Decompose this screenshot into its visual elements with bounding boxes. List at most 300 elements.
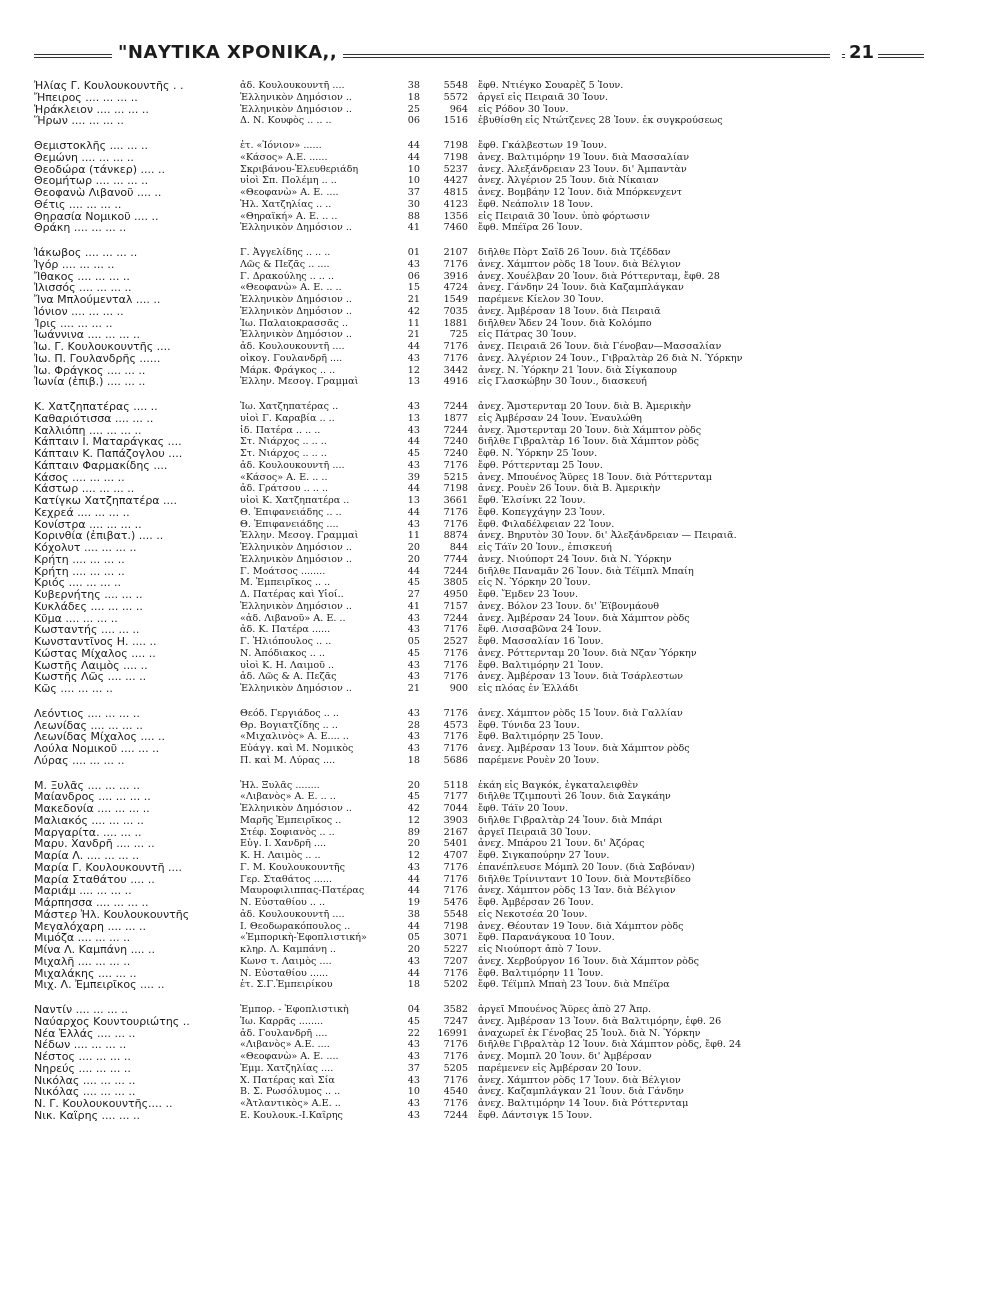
ship-row (34, 956, 924, 968)
register-number: 43 (407, 659, 420, 671)
owner: ἐτ. Σ.Γ.Ἐμπειρίκου (240, 979, 333, 991)
ship-name: Μακεδονία .... ... ... .. (34, 803, 150, 815)
tonnage: 5237 (443, 163, 468, 175)
position-note: εἰς Ἀμβέρσαν 24 Ἰουν. Ἐναυλώθη (478, 412, 642, 424)
position-note: ἔφθ. Ἑλσίνκι 22 Ἰουν. (478, 495, 586, 506)
position-note: ἐβυθίσθη εἰς Ντώτζενες 28 Ἰουν. ἐκ συγκρούσεως (478, 115, 723, 127)
ship-row (34, 152, 924, 164)
owner: Στ. Νιάρχος .. .. .. (240, 448, 327, 459)
ship-row (34, 979, 924, 991)
ship-row (34, 175, 924, 187)
owner: ἰδ. Πατέρα .. .. .. (240, 424, 321, 436)
position-note: ἀνεχ. Χάμπτον ρὸδς 17 Ἰουν. διὰ Βέλγιον (478, 1074, 681, 1086)
position-note: ἀνεχ. Ν. Ὑόρκην 21 Ἰουν. διὰ Σίγκαπουρ (478, 364, 678, 376)
ship-row (34, 885, 924, 897)
owner: Ν. Εὐσταθίου ...... (240, 967, 329, 979)
ship-name: Μιμόζα .... ... ... .. (34, 932, 131, 944)
owner: Ἑλληνικὸν Δημόσιον .. (240, 103, 352, 115)
ship-row (34, 530, 924, 542)
register-number: 10 (407, 175, 420, 187)
owner: ἀδ. Κουλουκουντῆ .... (240, 459, 345, 471)
tonnage: 7198 (443, 920, 468, 932)
register-number: 45 (407, 1015, 420, 1027)
register-number: 44 (407, 565, 420, 577)
ship-positions-table (34, 80, 924, 1135)
tonnage: 7744 (443, 553, 468, 565)
tonnage: 4707 (443, 850, 468, 861)
ship-row (34, 1063, 924, 1075)
tonnage: 900 (449, 683, 468, 694)
register-number: 18 (407, 91, 420, 103)
tonnage: 1549 (443, 294, 468, 305)
tonnage: 7176 (443, 352, 468, 364)
register-number: 15 (407, 282, 420, 294)
ship-group (34, 708, 924, 767)
owner: «Θηραϊκή» Α. Ε. .. .. (240, 210, 338, 222)
ship-name: Νικόλας .... ... ... .. (34, 1074, 136, 1087)
position-note: ἀνεχ. Μομπλ 20 Ἰουν. δι' Ἀμβέρσαν (478, 1051, 652, 1062)
ship-row (34, 554, 924, 566)
ship-group (34, 401, 924, 695)
register-number: 38 (407, 908, 420, 920)
page-header (34, 42, 924, 64)
ship-name: Κάσος .... ... ... .. (34, 471, 125, 484)
ship-row (34, 282, 924, 294)
tonnage: 1881 (443, 317, 468, 329)
owner: Κωνσ τ. Λαιμὸς .... (240, 955, 332, 967)
ship-row (34, 648, 924, 660)
register-number: 18 (407, 754, 420, 766)
ship-row (34, 306, 924, 318)
tonnage: 7198 (443, 483, 468, 495)
owner: Π. καὶ Μ. Λύρας .... (240, 754, 336, 766)
ship-row (34, 1110, 924, 1122)
tonnage: 1877 (443, 412, 468, 424)
tonnage: 7035 (443, 305, 468, 317)
ship-row (34, 932, 924, 944)
ship-row (34, 222, 924, 234)
owner: Ἑλληνικὸν Δημόσιον .. (240, 683, 352, 694)
ship-name: Κορινθία (ἐπιβατ.) .... .. (34, 530, 164, 542)
ship-name: Θεμιστοκλῆς .... ... .. (34, 140, 149, 152)
position-note: διῆλθε Γιβραλτὰρ 12 Ἰουν. διὰ Χάμπτον ρὸδς, ἔφθ. 24 (478, 1039, 742, 1051)
position-note: ἔφθ. Μασσαλίαν 16 Ἰουν. (478, 636, 604, 647)
tonnage: 7247 (443, 1015, 468, 1027)
ship-row (34, 731, 924, 743)
register-number: 12 (407, 364, 420, 376)
position-note: ἀνεχ. Μπουένος Ἄϋρες 18 Ἰουν. διὰ Ρόττερνταμ (478, 471, 713, 483)
ship-name: Ἰω. Φράγκος .... ... .. (34, 364, 146, 377)
tonnage: 7157 (443, 600, 468, 612)
owner: κληρ. Λ. Καμπάνη .. (240, 944, 336, 955)
register-number: 43 (407, 861, 420, 873)
owner: «ἀδ. Λιβανοῦ» Α. Ε. .. (240, 612, 346, 624)
tonnage: 7176 (443, 506, 468, 518)
ship-name: Λύρας .... ... ... .. (34, 754, 125, 767)
position-note: ἀνεχ. Χάμπτον ρὸδς 15 Ἰουν. διὰ Γαλλίαν (478, 707, 683, 719)
owner: Κ. Η. Λαιμὸς .. .. (240, 850, 321, 861)
ship-name: Ἴθακος .... ... ... .. (34, 270, 130, 283)
ship-group (34, 1004, 924, 1122)
ship-row (34, 140, 924, 152)
owner: Θεόδ. Γεργιάδος .. .. (240, 707, 339, 719)
ship-row (34, 80, 924, 92)
ship-row (34, 1039, 924, 1051)
ship-row (34, 660, 924, 672)
owner: ἀδ. Γράτσου .. .. .. (240, 483, 329, 495)
ship-name: Κρήτη .... ... ... .. (34, 553, 125, 566)
ship-name: Νηρεύς .... ... ... .. (34, 1062, 131, 1075)
owner: Ε. Κουλουκ.-Ι.Καΐρης (240, 1109, 343, 1121)
ship-name: Μίνα Λ. Καμπάνη .... .. (34, 944, 156, 956)
owner: Ἑλληνικὸν Δημόσιον .. (240, 329, 352, 341)
owner: «Ἐμπορικὴ-Ἐφοπλιστική» (240, 932, 367, 944)
ship-name: Κωσταντής .... ... .. (34, 624, 140, 636)
tonnage: 7198 (443, 140, 468, 151)
owner: Ἰω. Χατζηπατέρας .. (240, 401, 339, 412)
ship-row (34, 413, 924, 425)
position-note: διῆλθε Πὸρτ Σαΐδ 26 Ἰουν. διὰ Τζέδδαν (478, 247, 671, 258)
tonnage: 16991 (437, 1027, 468, 1039)
ship-name: Λεωνίδας .... ... ... .. (34, 719, 143, 732)
ship-name: Μαρία Σταθάτου .... .. (34, 873, 155, 886)
register-number: 37 (407, 1062, 420, 1074)
ship-row (34, 247, 924, 259)
ship-row (34, 708, 924, 720)
owner: Θρ. Βογιατζίδης .. .. (240, 719, 338, 731)
header-rule-left (34, 54, 110, 58)
ship-row (34, 577, 924, 589)
ship-row (34, 460, 924, 472)
position-note: ἀνεχ. Θέουταν 19 Ἰουν. διὰ Χάμπτον ρὸδς (478, 920, 684, 932)
tonnage: 7460 (443, 222, 468, 234)
ship-name: Μεγαλόχαρη .... ... .. (34, 920, 146, 933)
tonnage: 7244 (443, 424, 468, 436)
ship-name: Καλλιόπη .... ... ... .. (34, 424, 142, 437)
owner: Γ. Μοάτσος ........ (240, 565, 326, 577)
position-note: ἔφθ. Νεάπολιν 18 Ἰουν. (478, 198, 594, 210)
position-note: ἔφθ. Ἀμβέρσαν 26 Ἰουν. (478, 897, 594, 908)
position-note: ἔφθ. Βαλτιμόρην 11 Ἰουν. (478, 967, 604, 979)
owner: υἱοὶ Κ. Η. Λαιμοῦ .. (240, 659, 335, 671)
ship-name: Θηρασία Νομικοῦ .... .. (34, 210, 159, 223)
position-note: ἀνεχ. Ρόττερνταμ 20 Ἰουν. διὰ Νζαν Ὑόρκην (478, 647, 697, 659)
tonnage: 2527 (443, 636, 468, 647)
register-number: 11 (407, 317, 420, 329)
ship-name: Ἰόνιον .... ... ... .. (34, 305, 124, 318)
owner: Ἑλλην. Μεσογ. Γραμμαὶ (240, 376, 359, 388)
tonnage: 7176 (443, 459, 468, 471)
owner: Γερ. Σταθάτος ...... (240, 873, 332, 885)
ship-group (34, 80, 924, 127)
tonnage: 7244 (443, 612, 468, 624)
owner: «Λιβανὸς» Α. Ε. .. .. (240, 791, 336, 803)
register-number: 43 (407, 352, 420, 364)
position-note: ἔφθ. Βαλτιμόρην 25 Ἰουν. (478, 731, 604, 743)
register-number: 43 (407, 1109, 420, 1121)
tonnage: 7176 (443, 1098, 468, 1109)
position-note: ἀνεχ. Ἄμστερνταμ 20 Ἰουν. διὰ Χάμπτον ρὸδς (478, 424, 702, 436)
position-note: διῆλθε Τζιμπουτὶ 26 Ἰουν. διὰ Σαγκάην (478, 791, 671, 803)
ship-name: Μιχαλῆ .... ... ... .. (34, 955, 131, 968)
ship-name: Κάπταιν Ι. Ματαράγκας .... (34, 436, 182, 448)
ship-name: Ἰωνία (ἐπιβ.) .... ... .. (34, 376, 146, 388)
ship-name: Θεμώνη .... ... ... .. (34, 151, 134, 164)
tonnage: 3071 (443, 932, 468, 944)
owner: Γ. Ἀγγελίδης .. .. .. (240, 247, 331, 258)
owner: «Ἀτλαντικὸς» Α.Ε. .. (240, 1098, 341, 1109)
tonnage: 2167 (443, 826, 468, 838)
position-note: εἰς Πάτρας 30 Ἰουν. (478, 329, 577, 341)
ship-name: Κυβερνήτης .... ... .. (34, 589, 143, 601)
ship-name: Νέδων .... ... ... .. (34, 1039, 127, 1051)
owner: Στ. Νιάρχος .. .. .. (240, 436, 327, 448)
tonnage: 844 (449, 542, 468, 553)
register-number: 21 (407, 329, 420, 341)
ship-row (34, 448, 924, 460)
owner: Ν. Εὐσταθίου .. .. (240, 897, 326, 908)
tonnage: 5686 (443, 754, 468, 766)
tonnage: 7240 (443, 448, 468, 459)
owner: «Θεοφανὼ» Α. Ε. .... (240, 187, 339, 198)
position-note: παρέμενε Ρουὲν 20 Ἰουν. (478, 754, 600, 766)
tonnage: 5118 (443, 779, 468, 791)
owner: Γ. Ἡλιόπουλος .. .. (240, 636, 332, 647)
ship-name: Κάστωρ .... ... ... .. (34, 483, 135, 495)
magazine-title: "ΝΑΥΤΙΚΑ ΧΡΟΝΙΚΑ,, (112, 42, 343, 63)
tonnage: 7176 (443, 873, 468, 885)
tonnage: 7176 (443, 743, 468, 754)
tonnage: 7176 (443, 624, 468, 636)
position-note: ἔφθ. Τύνιδα 23 Ἰουν. (478, 719, 580, 731)
position-note: ἔφθ. Ρόττερνταμ 25 Ἰουν. (478, 459, 603, 471)
position-note: ἀνεχ. Ἀμβέρσαν 13 Ἰουν. διὰ Τσάρλεστων (478, 671, 683, 683)
ship-row (34, 720, 924, 732)
ship-name: Κωστῆς Λῶς .... ... .. (34, 671, 147, 683)
register-number: 44 (407, 967, 420, 979)
position-note: διῆλθε Τρίνινταντ 10 Ἰουν. διὰ Μοντεβίδεο (478, 873, 691, 885)
owner: «Κάσος» Α.Ε. ...... (240, 151, 328, 163)
position-note: ἀνεχ. Βηρυτὸν 30 Ἰουν. δι' Ἀλεξάνδρειαν — Πειραιᾶ. (478, 530, 737, 542)
tonnage: 7176 (443, 341, 468, 352)
ship-name: Κατίγκω Χατζηπατέρα .... (34, 495, 178, 507)
tonnage: 2107 (443, 247, 468, 258)
ship-row (34, 519, 924, 531)
owner: Ἠλ. Χατζηλίας .. .. (240, 198, 332, 210)
register-number: 21 (407, 683, 420, 694)
position-note: ἀνεχ. Χάμπτον ρὸδς 13 Ἰαν. διὰ Βέλγιον (478, 885, 676, 897)
owner: Γ. Δρακούλης .. .. .. (240, 270, 335, 282)
register-number: 13 (407, 412, 420, 424)
ship-row (34, 425, 924, 437)
ship-name: Θεομήτωρ .... ... ... .. (34, 175, 149, 187)
ship-row (34, 636, 924, 648)
ship-row (34, 897, 924, 909)
register-number: 37 (407, 187, 420, 198)
tonnage: 3805 (443, 577, 468, 589)
register-number: 25 (407, 103, 420, 115)
ship-row (34, 613, 924, 625)
register-number: 44 (407, 436, 420, 448)
register-number: 89 (407, 826, 420, 838)
ship-name: Ἤπειρος .... ... ... .. (34, 91, 138, 104)
register-number: 43 (407, 424, 420, 436)
position-note: ἀνεχ. Ἀλγέριον 25 Ἰουν. διὰ Νίκαιαν (478, 175, 659, 187)
register-number: 20 (407, 553, 420, 565)
register-number: 06 (407, 115, 420, 127)
position-note: ἀνεχ. Νιούπορτ 24 Ἰουν. διὰ Ν. Ὑόρκην (478, 553, 672, 565)
register-number: 44 (407, 341, 420, 352)
ship-row (34, 1051, 924, 1063)
ship-row (34, 472, 924, 484)
register-number: 12 (407, 850, 420, 861)
tonnage: 8874 (443, 530, 468, 542)
tonnage: 5227 (443, 944, 468, 955)
owner: Εὐγ. Ι. Χανδρῆ .... (240, 838, 327, 850)
tonnage: 7176 (443, 967, 468, 979)
register-number: 38 (407, 80, 420, 91)
ship-row (34, 92, 924, 104)
tonnage: 5401 (443, 838, 468, 850)
ship-name: Ναύαρχος Κουντουριώτης .. (34, 1015, 190, 1028)
ship-name: Ἴνα Μπλούμενταλ .... .. (34, 294, 161, 306)
register-number: 43 (407, 1074, 420, 1086)
ship-name: Ἶρις .... ... ... .. (34, 317, 113, 330)
register-number: 05 (407, 636, 420, 647)
owner: ἐτ. «Ἰόνιον» ...... (240, 140, 322, 151)
ship-name: Μάστερ Ἠλ. Κουλουκουντῆς (34, 908, 190, 921)
position-note: ἀνεχ. Ἀμβέρσαν 18 Ἰουν. διὰ Πειραιᾶ (478, 305, 661, 317)
owner: οἰκογ. Γουλανδρῆ .... (240, 352, 343, 364)
position-note: ἀργεῖ Πειραιᾶ 30 Ἰουν. (478, 826, 591, 838)
register-number: 04 (407, 1004, 420, 1015)
ship-name: Μιχαλάκης .... ... .. (34, 967, 137, 980)
ship-name: Κώστας Μίχαλος .... .. (34, 647, 156, 660)
register-number: 11 (407, 530, 420, 542)
owner: Β. Σ. Ρωσόλυμος .. .. (240, 1086, 341, 1098)
ship-row (34, 483, 924, 495)
owner: Ἑλληνικὸν Δημόσιον .. (240, 600, 352, 612)
position-note: εἰς Τάϊν 20 Ἰουν., ἐπισκευή (478, 542, 612, 553)
ship-name: Μαρία Γ. Κουλουκουντῆ .... (34, 861, 183, 874)
register-number: 30 (407, 198, 420, 210)
position-note: ἀνεχ. Καζαμπλάγκαν 21 Ἰουν. διὰ Γάνδην (478, 1086, 684, 1098)
register-number: 01 (407, 247, 420, 258)
ship-row (34, 341, 924, 353)
owner: ἀδ. Γουλανδρῆ .... (240, 1027, 328, 1039)
owner: Δ. Ν. Κουφὸς .. .. .. (240, 115, 332, 127)
tonnage: 7176 (443, 258, 468, 270)
owner: Ἑλληνικὸν Δημόσιον .. (240, 803, 352, 814)
ship-row (34, 944, 924, 956)
ship-row (34, 365, 924, 377)
ship-name: Μαργαρίτα. .... ... .. (34, 826, 142, 839)
register-number: 20 (407, 542, 420, 553)
position-note: διῆλθεν Ἄδεν 24 Ἰουν. διὰ Κολόμπο (478, 317, 652, 329)
owner: Μάρκ. Φράγκος .. .. (240, 364, 336, 376)
register-number: 43 (407, 459, 420, 471)
register-number: 22 (407, 1027, 420, 1039)
ship-name: Θεοδώρα (τάνκερ) .... .. (34, 163, 165, 176)
tonnage: 7176 (443, 647, 468, 659)
ship-row (34, 683, 924, 695)
ship-name: Θέτις .... ... ... .. (34, 198, 122, 211)
owner: ἀδ. Κουλουκουντῆ .... (240, 908, 345, 920)
ship-name: Κονίστρα .... ... ... .. (34, 518, 142, 531)
position-note: ἀνεχ. Ἀλεξάνδρειαν 23 Ἰουν. δι' Ἀμπαντὰν (478, 163, 687, 175)
ship-row (34, 803, 924, 815)
tonnage: 3442 (443, 364, 468, 376)
ship-name: Λεωνίδας Μίχαλος .... .. (34, 731, 165, 743)
register-number: 41 (407, 222, 420, 234)
ship-name: Λεόντιος .... ... ... .. (34, 707, 140, 720)
register-number: 43 (407, 518, 420, 530)
position-note: ἔφθ. Τέϊμπλ Μπαὴ 23 Ἰουν. διὰ Μπέϊρα (478, 979, 670, 991)
tonnage: 7176 (443, 671, 468, 683)
ship-row (34, 921, 924, 933)
register-number: 45 (407, 448, 420, 459)
register-number: 44 (407, 873, 420, 885)
tonnage: 7176 (443, 861, 468, 873)
owner: Ἠλ. Ξυλᾶς ........ (240, 779, 320, 791)
position-note: ἔφθ. Μπέϊρα 26 Ἰουν. (478, 222, 583, 234)
ship-row (34, 838, 924, 850)
ship-name: Νικόλας .... ... ... .. (34, 1086, 136, 1098)
ship-name: Ἰω. Γ. Κουλουκουντῆς .... (34, 341, 171, 353)
ship-name: Κυκλάδες .... ... ... .. (34, 600, 143, 613)
tonnage: 7044 (443, 803, 468, 814)
position-note: ἔφθ. Παρανάγκουα 10 Ἰουν. (478, 932, 615, 944)
ship-row (34, 211, 924, 223)
position-note: ἀνεχ. Βαλτιμόρην 14 Ἰουν. διὰ Ρόττερνταμ (478, 1098, 689, 1109)
position-note: εἰς Γλασκώβην 30 Ἰουν., διασκευή (478, 376, 647, 388)
register-number: 43 (407, 731, 420, 743)
owner: Γ. Μ. Κουλουκουντῆς (240, 861, 346, 873)
tonnage: 7176 (443, 1074, 468, 1086)
register-number: 45 (407, 577, 420, 589)
position-note: εἰς πλόας ἐν Ἑλλάδι (478, 683, 579, 694)
owner: ἀδ. Λῶς & Α. Πεζᾶς (240, 671, 337, 683)
ship-name: Ἰγόρ .... ... ... .. (34, 258, 115, 271)
ship-name: Κόχολυτ .... ... ... .. (34, 542, 137, 554)
position-note: ἀνεχ. Ρουὲν 26 Ἰουν. διὰ Β. Ἀμερικὴν (478, 483, 661, 495)
register-number: 41 (407, 600, 420, 612)
position-note: ἀργεῖ εἰς Πειραιᾶ 30 Ἰουν. (478, 91, 609, 103)
position-note: ἔφθ. Ν. Ὑόρκην 25 Ἰουν. (478, 448, 598, 459)
tonnage: 7176 (443, 518, 468, 530)
ship-row (34, 1028, 924, 1040)
tonnage: 4540 (443, 1086, 468, 1098)
register-number: 42 (407, 305, 420, 317)
position-note: ἔφθ. Ἔμδεν 23 Ἰουν. (478, 589, 579, 600)
position-note: ἀναχωρεῖ ἐκ Γένοβας 25 Ἰουλ. διὰ Ν. Ὑόρκην (478, 1027, 701, 1039)
owner: «Θεοφανὼ» Α. Ε. .. .. (240, 282, 342, 294)
tonnage: 5205 (443, 1062, 468, 1074)
register-number: 19 (407, 897, 420, 908)
owner: ἀδ. Κ. Πατέρα ...... (240, 624, 331, 636)
ship-row (34, 624, 924, 636)
ship-name: Ναντίν .... ... ... .. (34, 1004, 129, 1016)
position-note: ἀνεχ. Ἀμβέρσαν 24 Ἰουν. διὰ Χάμπτον ρὸδς (478, 612, 690, 624)
register-number: 88 (407, 210, 420, 222)
ship-row (34, 755, 924, 767)
tonnage: 7176 (443, 659, 468, 671)
position-note: ἐκάη εἰς Βαγκόκ, ἐγκαταλειφθὲν (478, 779, 639, 791)
owner: Ἰω. Καρρᾶς ........ (240, 1015, 324, 1027)
owner: Εὐάγγ. καὶ Μ. Νομικὸς (240, 743, 354, 754)
owner: Σκριβάνου-Ἐλευθεριάδη (240, 163, 359, 175)
owner: Στέφ. Σοφιανὸς .. .. (240, 826, 335, 838)
